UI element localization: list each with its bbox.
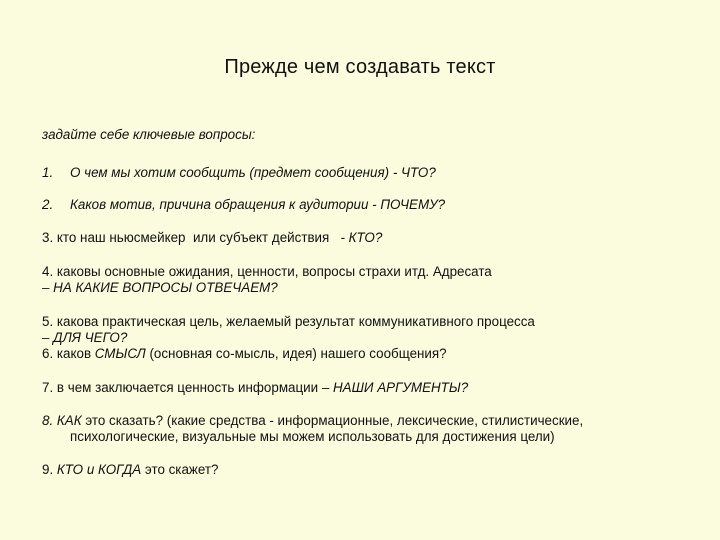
question-2-number: 2.	[42, 197, 54, 212]
question-9-text-b: это скажет?	[141, 462, 219, 477]
question-6	[42, 346, 702, 362]
question-7	[42, 380, 702, 396]
question-8-text-a: это сказать? (какие средства - информационные, лексические, стилистические,	[81, 413, 584, 428]
question-3-text: 3. кто наш ньюсмейкер или субъект действия	[42, 230, 337, 245]
question-4-text: 4. каковы основные ожидания, ценности, вопросы страхи итд. Адресата	[42, 264, 492, 279]
question-5	[42, 314, 702, 346]
question-1-text: О чем мы хотим сообщить (предмет сообщения) - ЧТО?	[70, 165, 436, 180]
question-2-text: Каков мотив, причина обращения к аудитории - ПОЧЕМУ?	[70, 197, 446, 212]
question-3	[42, 230, 702, 246]
question-8-emphasis: 8. КАК	[42, 413, 82, 428]
question-8-text-b: психологические, визуальные мы можем использовать для достижения цели)	[70, 429, 555, 444]
question-9	[42, 462, 702, 478]
intro-line: задайте себе ключевые вопросы:	[42, 127, 256, 142]
question-8	[42, 413, 702, 445]
question-7-text: 7. в чем заключается ценность информации –	[42, 380, 333, 395]
question-6-emphasis: СМЫСЛ	[94, 346, 146, 361]
question-6-text-b: (основная со-мысль, идея) нашего сообщения?	[145, 346, 447, 361]
question-9-text-a: 9.	[42, 462, 57, 477]
question-7-emphasis: НАШИ АРГУМЕНТЫ?	[333, 380, 469, 395]
question-9-emphasis-b: и КОГДА	[83, 462, 142, 477]
page-title: Прежде чем создавать текст	[224, 56, 496, 78]
question-4	[42, 264, 702, 296]
question-6-text-a: 6. каков	[42, 346, 95, 361]
question-1-number: 1.	[42, 165, 54, 180]
question-1	[42, 165, 702, 181]
question-4-emphasis: – НА КАКИЕ ВОПРОСЫ ОТВЕЧАЕМ?	[42, 280, 278, 295]
question-2	[42, 197, 702, 213]
question-9-emphasis-a: КТО	[56, 462, 84, 477]
question-5-emphasis: – ДЛЯ ЧЕГО?	[42, 330, 128, 345]
question-5-text: 5. какова практическая цель, желаемый результат коммуникативного процесса	[42, 314, 535, 329]
question-3-emphasis: - КТО?	[336, 230, 383, 245]
